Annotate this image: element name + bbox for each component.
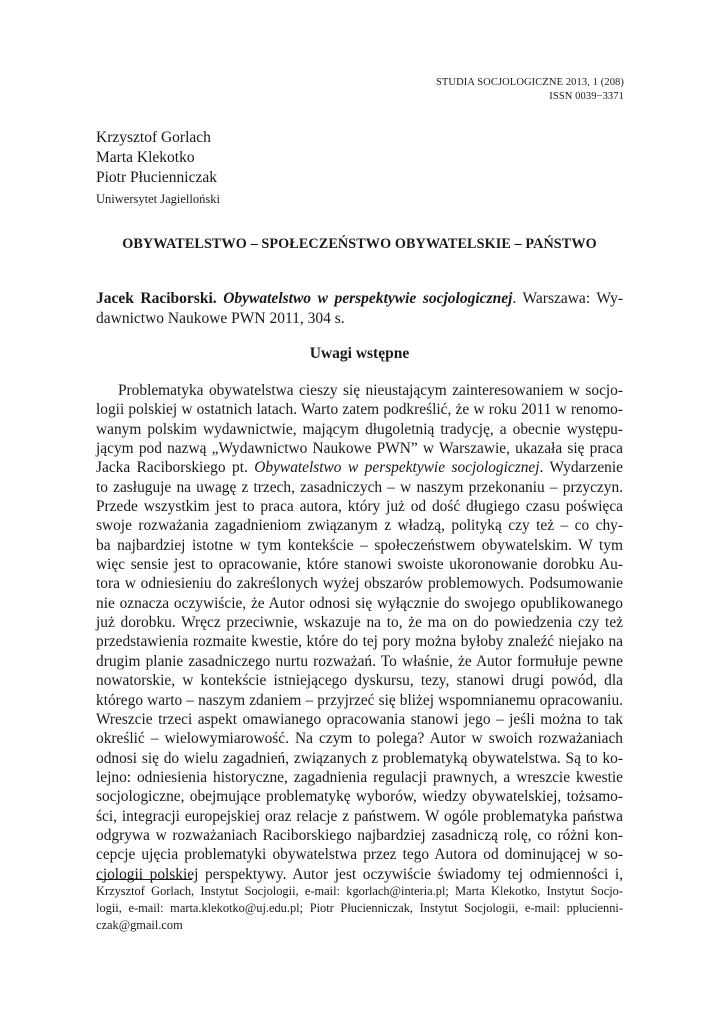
book-author: Jacek Raciborski. (96, 290, 217, 307)
book-title-inline: Obywatelstwo w perspektywie socjologicznej (254, 459, 540, 477)
body-line: odgrywa w rozważaniach Raciborskiego najbardziej zasadniczą rolę, co różni kon- (96, 826, 623, 844)
body-line: ba najbardziej istotne w tym kontekście – społeczeństwem obywatelskim. W tym (96, 536, 623, 554)
footnote (96, 883, 623, 934)
body-line: jącym pod nazwą „Wydawnictwo Naukowe PWN” w Warszawie, ukazała się praca (96, 440, 623, 458)
body-line: cepcje ujęcia problematyki obywatelstwa przez tego Autora od dominującej w so- (96, 846, 623, 864)
book-title: Obywatelstwo w perspektywie socjologicznej (223, 290, 513, 307)
body-line: cjologii polskiej perspektywy. Autor jest oczywiście świadomy tej odmienności i, (96, 865, 623, 883)
body-line: to zasługuje na uwagę z trzech, zasadniczych – w naszym przekonaniu – przyczyn. (96, 478, 623, 496)
article-title: OBYWATELSTWO – SPOŁECZEŃSTWO OBYWATELSKIE – PAŃSTWO (122, 236, 597, 252)
reviewed-book-reference (96, 289, 623, 329)
body-line: Problematyka obywatelstwa cieszy się nieustającym zainteresowaniem w socjo- (118, 382, 623, 399)
body-line: nie oznacza oczywiście, że Autor odnosi się wyłącznie do swojego opublikowanego (96, 594, 623, 612)
author-name: Piotr Płucienniczak (96, 169, 217, 186)
body-line: Przede wszystkim jest to praca autora, który już od dość długiego czasu poświęca (96, 498, 623, 516)
body-line: Wreszcie trzeci aspekt omawianego opracowania stanowi jego – jeśli można to tak (96, 710, 623, 728)
body-line: tora w odniesieniu do zakreślonych wyżej obszarów problemowych. Podsumowanie (96, 575, 623, 593)
journal-name: STUDIA SOCJOLOGICZNE 2013, 1 (208) (435, 77, 624, 88)
journal-header (436, 76, 624, 103)
section-heading: Uwagi wstępne (309, 345, 410, 362)
journal-issn: ISSN 0039−3371 (549, 90, 624, 102)
body-line-part: Jacka Raciborskiego pt. (96, 459, 255, 477)
author-affiliation: Uniwersytet Jagielloński (96, 192, 220, 206)
footnote-line: czak@gmail.com (96, 918, 183, 932)
footnote-line: logii, e-mail: marta.klekotko@uj.edu.pl; Piotr Płucienniczak, Instytut Socjologii, e-mail: pplucienni- (96, 901, 623, 915)
body-line: lejno: odniesienia historyczne, zagadnienia regulacji prawnych, a wreszcie kwestie (96, 768, 623, 786)
body-line: drugim planie zasadniczego nurtu rozważań. To właśnie, że Autor formułuje pewne (96, 652, 623, 670)
body-line: więc sensie jest to opracowanie, które stanowi swoiste ukoronowanie dorobku Au- (96, 556, 623, 574)
book-publisher-line-1: . Warszawa: Wy- (512, 290, 624, 307)
body-line: ści, integracji europejskiej oraz relacje z państwem. W ogóle problematyka państwa (96, 807, 623, 825)
body-line (96, 458, 623, 477)
body-line: logii polskiej w ostatnich latach. Warto zatem podkreślić, że w roku 2011 w renomo- (96, 401, 623, 419)
body-paragraph (96, 381, 623, 884)
body-line: którego warto – naszym zdaniem – przyjrzeć się bliżej wspomnianemu opracowaniu. (96, 691, 623, 709)
author-name: Marta Klekotko (96, 149, 195, 166)
body-line: wanym polskim wydawnictwie, mającym długoletnią tradycję, a obecnie występu- (96, 420, 623, 438)
footnote-separator (96, 879, 192, 880)
body-line: przedstawienia rozmaite kwestie, które do tej pory można byłoby znaleźć niejako na (96, 633, 623, 651)
body-line: określić – wielowymiarowość. Na czym to polega? Autor w swoich rozważaniach (96, 730, 623, 748)
book-publisher-line-2: dawnictwo Naukowe PWN 2011, 304 s. (96, 310, 345, 327)
author-block (96, 128, 220, 208)
footnote-line: Krzysztof Gorlach, Instytut Socjologii, e-mail: kgorlach@interia.pl; Marta Klekotko, Instytut Socjo- (96, 884, 623, 898)
author-name: Krzysztof Gorlach (96, 129, 211, 146)
body-line-part: . Wydarzenie (539, 459, 623, 477)
body-line: odnosi się do wielu zagadnień, związanych z problematyką obywatelstwa. Są to ko- (96, 749, 623, 767)
body-line: nowatorskie, w kontekście istniejącego dyskursu, tezy, stanowi drugi powód, dla (96, 672, 623, 690)
body-line: swoje rozważania zagadnieniom związanym z władzą, polityką czy też – co chy- (96, 517, 623, 535)
body-line: już dorobku. Wręcz przeciwnie, wskazuje na to, że ma on do powiedzenia czy też (96, 614, 623, 632)
body-line: socjologiczne, obejmujące problematykę wyborów, wiedzy obywatelskiej, tożsamo- (96, 788, 623, 806)
